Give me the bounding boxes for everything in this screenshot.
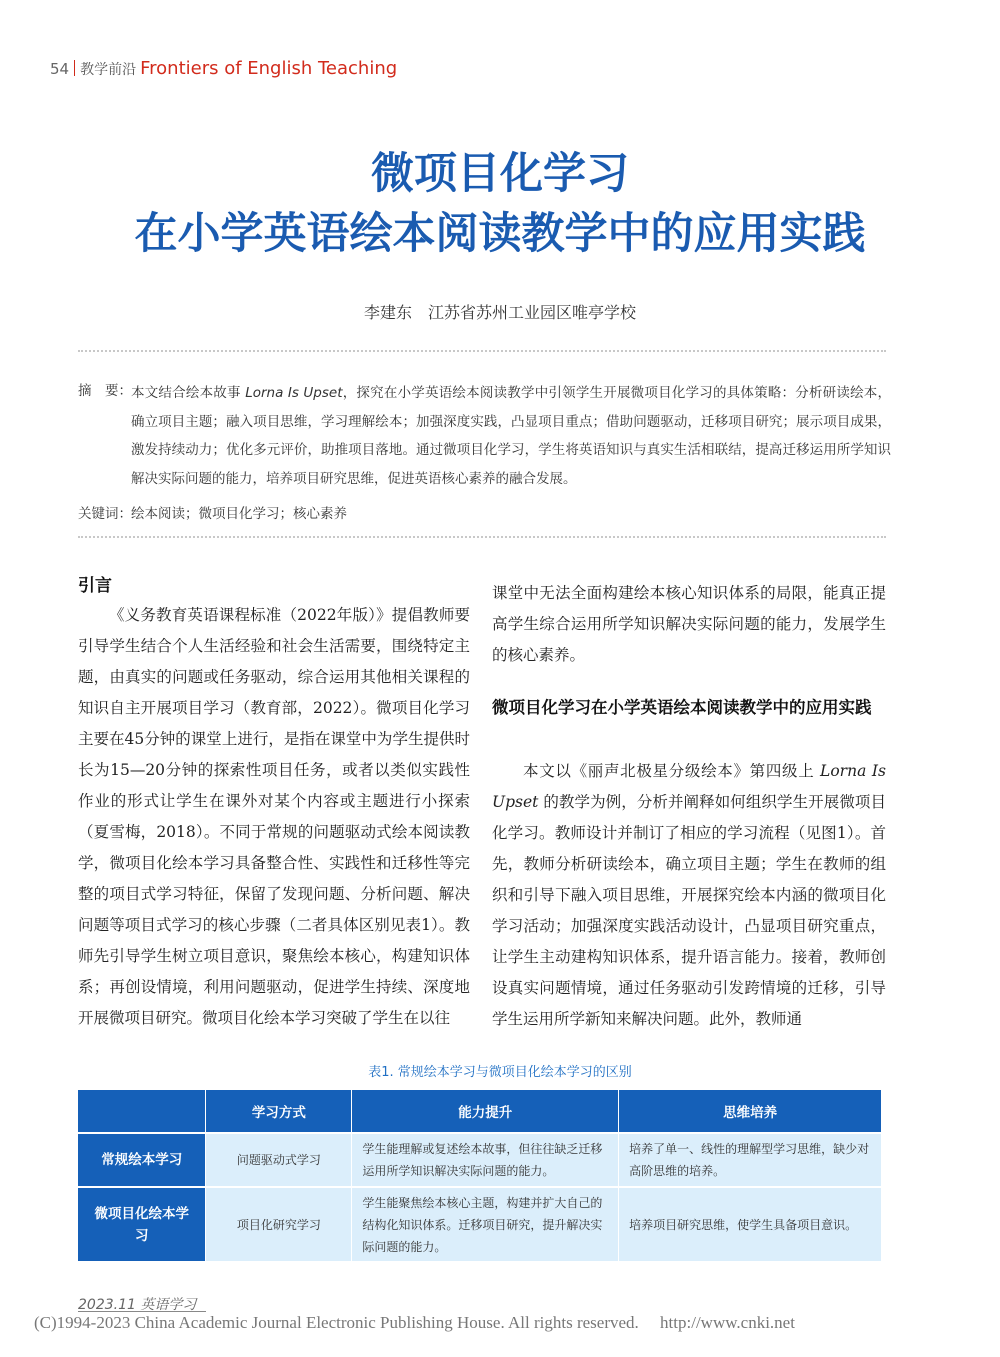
section-text-pre: 本文以《丽声北极星分级绘本》第四级上	[523, 762, 821, 780]
comparison-table	[78, 1090, 882, 1261]
intro-paragraph: 《义务教育英语课程标准（2022年版）》提倡教师要引导学生结合个人生活经验和社会生活需要，围绕特定主题，由真实的问题或任务驱动，综合运用其他相关课程的知识自主开展项目学习（教育部，2022）。微项目化学习主要在45分钟的课堂上进行，是指在课堂中为学生提供时长为15—20分钟的探索性项目任务，或者以类似实践性作业的形式让学生在课外对某个内容或主题进行小探索（夏雪梅，2018）。不同于常规的问题驱动式绘本阅读教学，微项目化绘本学习具备整合性、实践性和迁移性等完整的项目式学习特征，保留了发现问题、分析问题、解决问题等项目式学习的核心步骤（二者具体区别见表1）。教师先引导学生树立项目意识，聚焦绘本核心，构建知识体系；再创设情境，利用问题驱动，促进学生持续、深度地开展微项目研究。微项目化绘本学习突破了学生在以往	[78, 606, 470, 1027]
table-header-row	[78, 1090, 882, 1133]
author-affiliation: 李建东 江苏省苏州工业园区唯亭学校	[363, 303, 636, 322]
intro-continued-column	[492, 578, 886, 671]
table-row	[78, 1187, 882, 1261]
section-text-post: 的教学为例，分析并阐释如何组织学生开展微项目化学习。教师设计并制订了相应的学习流程（见图1）。首先，教师分析研读绘本，确立项目主题；学生在教师的组织和引导下融入项目思维，开展探究绘本内涵的微项目化学习活动；加强深度实践活动设计，凸显项目研究重点，让学生主动建构知识体系，提升语言能力。接着，教师创设真实问题情境，通过任务驱动引发跨情境的迁移，引导学生运用所学新知来解决问题。此外，教师通	[492, 793, 886, 1028]
section-name: 教学前沿	[80, 62, 137, 78]
abstract-text-post: ，探究在小学英语绘本阅读教学中引领学生开展微项目化学习的具体策略：分析研读绘本，确立项目主题；融入项目思维，学习理解绘本；加强深度实践，凸显项目重点；借助问题驱动，迁移项目研究；展示项目成果，激发持续动力；优化多元评价，助推项目落地。通过微项目化学习，学生将英语知识与真实生活相联结，提高迁移运用所学知识解决实际问题的能力，培养项目研究思维，促进英语核心素养的融合发展。	[131, 385, 892, 487]
divider-top	[78, 350, 886, 352]
issue-footer: 2023.11 英语学习	[78, 1297, 197, 1313]
table-header-method: 学习方式	[206, 1090, 352, 1133]
keywords-text: 绘本阅读；微项目化学习；核心素养	[131, 506, 347, 522]
page-number: 54	[50, 60, 70, 78]
table-row	[78, 1133, 882, 1187]
section-column	[492, 756, 886, 1035]
table-cell-method: 项目化研究学习	[206, 1187, 352, 1261]
abstract-label: 摘 要：	[78, 383, 132, 399]
header-divider	[74, 60, 75, 76]
section-heading: 微项目化学习在小学英语绘本阅读教学中的应用实践	[492, 698, 872, 717]
table-row-label: 常规绘本学习	[78, 1133, 206, 1187]
table-cell-ability: 学生能聚焦绘本核心主题，构建并扩大自己的结构化知识体系。迁移项目研究，提升解决实际问题的能力。	[352, 1187, 619, 1261]
running-header	[50, 58, 397, 82]
table-cell-thinking: 培养了单一、线性的理解型学习思维，缺少对高阶思维的培养。	[619, 1133, 882, 1187]
section-paragraph	[492, 756, 886, 1035]
abstract-text-pre: 本文结合绘本故事	[131, 385, 246, 401]
abstract-text	[131, 379, 891, 493]
intro-heading: 引言	[78, 576, 112, 596]
intro-column	[78, 600, 470, 1034]
table-header-ability: 能力提升	[352, 1090, 619, 1133]
table-cell-ability: 学生能理解或复述绘本故事，但往往缺乏迁移运用所学知识解决实际问题的能力。	[352, 1133, 619, 1187]
divider-bottom	[78, 536, 886, 538]
table-header-blank	[78, 1090, 206, 1133]
article-title-line1: 微项目化学习	[371, 149, 629, 199]
table-caption: 表1. 常规绘本学习与微项目化绘本学习的区别	[368, 1065, 632, 1080]
section-book-title: Lorna Is Upset	[492, 762, 886, 811]
copyright-watermark: (C)1994-2023 China Academic Journal Electronic Publishing House. All rights reserved. http://www.cnki.net	[34, 1313, 795, 1332]
table-cell-method: 问题驱动式学习	[206, 1133, 352, 1187]
abstract-book-title: Lorna Is Upset	[245, 385, 343, 401]
article-title-line2: 在小学英语绘本阅读教学中的应用实践	[134, 209, 866, 259]
table-header-thinking: 思维培养	[619, 1090, 882, 1133]
table-row-label: 微项目化绘本学习	[78, 1187, 206, 1261]
keywords-label: 关键词：	[78, 506, 132, 522]
table-cell-thinking: 培养项目研究思维，使学生具备项目意识。	[619, 1187, 882, 1261]
intro-paragraph-continued: 课堂中无法全面构建绘本核心知识体系的局限，能真正提高学生综合运用所学知识解决实际问题的能力，发展学生的核心素养。	[492, 584, 886, 664]
magazine-name: Frontiers of English Teaching	[140, 58, 398, 79]
